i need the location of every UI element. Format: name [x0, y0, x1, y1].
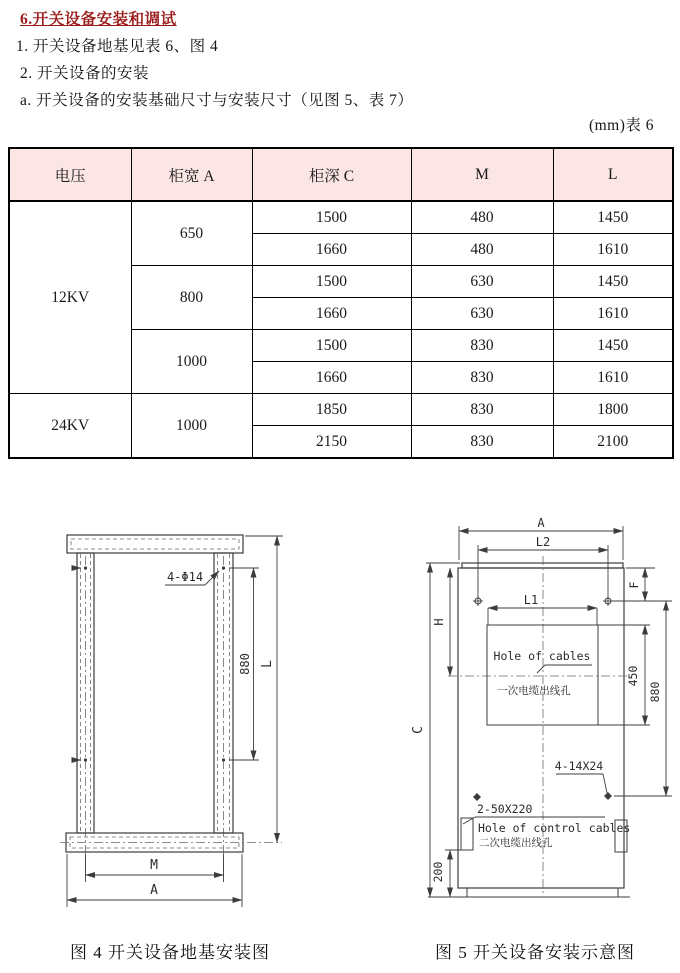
cell-width-a: 800 — [131, 266, 252, 330]
cell-depth-c: 1500 — [252, 201, 411, 234]
fig4-hole-callout — [165, 570, 219, 585]
col-header-depth-c: 柜深 C — [252, 148, 411, 201]
cell-l: 1610 — [553, 298, 673, 330]
cell-voltage: 12KV — [9, 201, 131, 394]
fig4-hole-marks — [72, 566, 225, 761]
fig4-dim-A-label: A — [150, 883, 158, 898]
cell-l: 1450 — [553, 266, 673, 298]
figure5-drawing — [405, 505, 680, 910]
cell-depth-c: 2150 — [252, 426, 411, 459]
fig5-dim-F-label: F — [627, 581, 641, 589]
fig5-dim-450-label: 450 — [626, 665, 640, 687]
fig4-dim-880-label: 880 — [238, 653, 252, 675]
body-line-3: a. 开关设备的安装基础尺寸与安装尺寸（见图 5、表 7） — [20, 92, 414, 109]
fig5-callouts — [463, 759, 630, 849]
cell-width-a: 650 — [131, 201, 252, 266]
fig4-dim-L-label: L — [260, 660, 275, 668]
fig4-dim-M-label: M — [150, 858, 158, 873]
section-heading: 6.开关设备安装和调试 — [20, 11, 177, 28]
cell-m: 630 — [411, 266, 553, 298]
cell-depth-c: 1500 — [252, 266, 411, 298]
fig5-cable-hole-en: Hole of cables — [493, 649, 591, 663]
cell-width-a: 1000 — [131, 330, 252, 394]
cell-depth-c: 1500 — [252, 330, 411, 362]
cell-m: 630 — [411, 298, 553, 330]
fig5-slot-label: 2-50X220 — [477, 802, 533, 816]
figure4-drawing — [38, 518, 290, 910]
fig4-hole-label: 4-Φ14 — [166, 570, 204, 584]
cell-depth-c: 1850 — [252, 394, 411, 426]
cell-m: 830 — [411, 362, 553, 394]
cell-voltage: 24KV — [9, 394, 131, 459]
fig4-frame — [60, 535, 282, 878]
fig5-dim-L2-label: L2 — [535, 535, 551, 549]
cell-depth-c: 1660 — [252, 298, 411, 330]
col-header-width-a: 柜宽 A — [131, 148, 252, 201]
col-header-m: M — [411, 148, 553, 201]
table-unit-note: (mm)表 6 — [588, 117, 654, 134]
fig5-dim-200-label: 200 — [431, 861, 445, 883]
fig5-control-hole-cn: 二次电缆出线孔 — [479, 838, 553, 849]
table-row — [9, 201, 673, 234]
body-line-2: 2. 开关设备的安装 — [20, 65, 150, 82]
cell-l: 1450 — [553, 330, 673, 362]
fig5-dim-H-label: H — [432, 618, 446, 626]
fig5-dim-880-label: 880 — [648, 681, 662, 703]
cell-l: 1800 — [553, 394, 673, 426]
cell-width-a: 1000 — [131, 394, 252, 459]
fig5-dim-L1-label: L1 — [523, 593, 539, 607]
fig5-cable-hole-cn: 一次电缆出线孔 — [497, 686, 571, 697]
cell-l: 2100 — [553, 426, 673, 459]
spec-table-body — [9, 201, 673, 458]
fig5-control-hole-en: Hole of control cables — [478, 821, 631, 835]
table-header-row — [9, 148, 673, 201]
spec-table — [8, 147, 674, 459]
fig5-dim-A-label: A — [537, 516, 545, 530]
col-header-voltage: 电压 — [9, 148, 131, 201]
col-header-l: L — [553, 148, 673, 201]
figure4-caption: 图 4 开关设备地基安装图 — [70, 943, 270, 962]
cell-l: 1610 — [553, 234, 673, 266]
body-line-1: 1. 开关设备地基见表 6、图 4 — [16, 38, 219, 55]
cell-l: 1450 — [553, 201, 673, 234]
cell-depth-c: 1660 — [252, 234, 411, 266]
cell-m: 480 — [411, 201, 553, 234]
fig5-bolt-label: 4-14X24 — [554, 759, 604, 773]
cell-m: 830 — [411, 394, 553, 426]
figure5-caption: 图 5 开关设备安装示意图 — [435, 943, 635, 962]
fig5-cable-hole-box — [487, 625, 598, 725]
cell-m: 480 — [411, 234, 553, 266]
cell-l: 1610 — [553, 362, 673, 394]
fig5-dim-C-label: C — [411, 726, 426, 734]
cell-m: 830 — [411, 426, 553, 459]
table-row — [9, 394, 673, 426]
cell-m: 830 — [411, 330, 553, 362]
fig4-dimensions — [67, 536, 283, 907]
cell-depth-c: 1660 — [252, 362, 411, 394]
